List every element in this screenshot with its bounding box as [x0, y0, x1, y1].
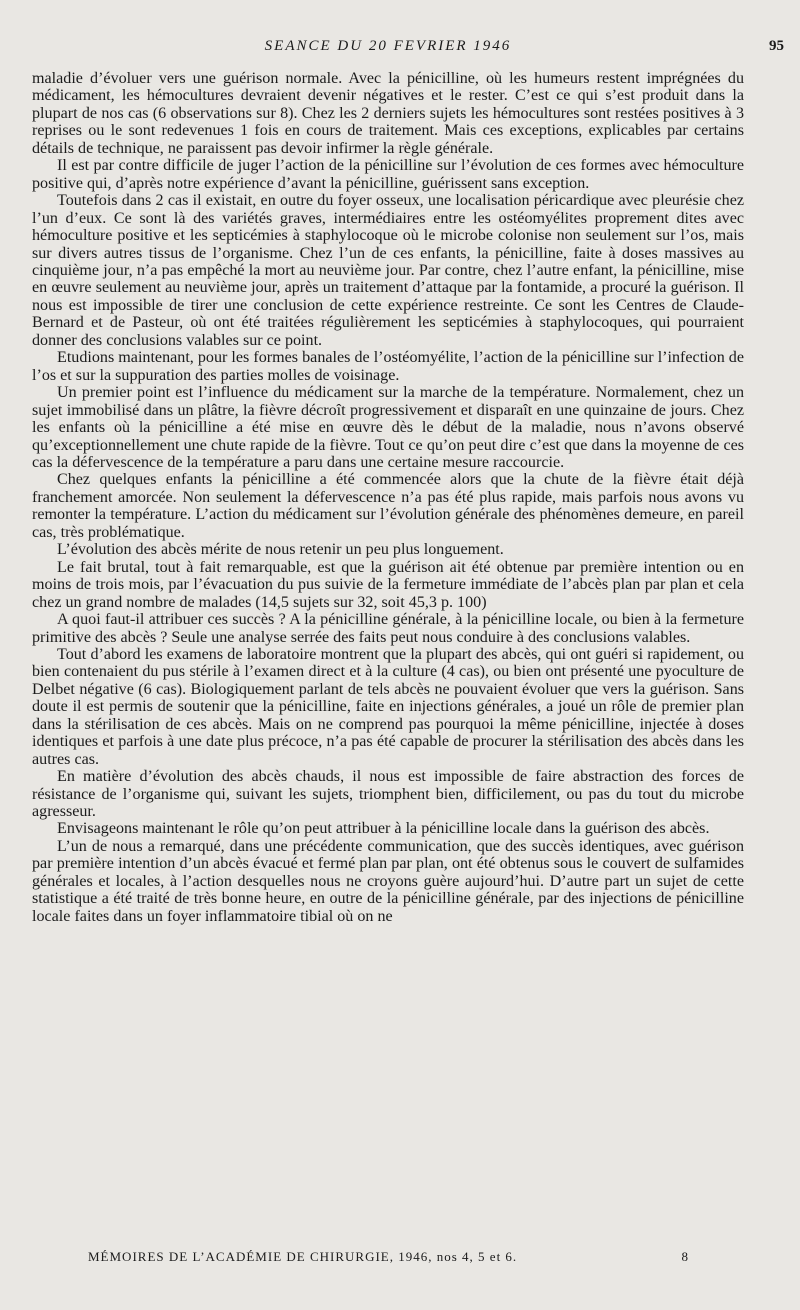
paragraph: Etudions maintenant, pour les formes banales de l’ostéomyélite, l’action de la pénicilline sur l’infection de l’os et sur la suppuration des parties molles de voisinage. [32, 349, 744, 384]
running-title: SEANCE DU 20 FEVRIER 1946 [264, 38, 512, 54]
paragraph: En matière d’évolution des abcès chauds, il nous est impossible de faire abstraction des forces de résistance de l’organisme qui, suivant les sujets, triomphent bien, difficilement, ou pas du tout du microbe agresseur. [32, 768, 744, 821]
paragraph: L’un de nous a remarqué, dans une précédente communication, que des succès identiques, avec guérison par première intention d’un abcès évacué et fermé plan par plan, ont été obtenus sous le couvert de sulfamides générales et locales, à l’action desquelles nous ne croyons guère aujourd’hui. D’autre part un sujet de cette statistique a été traité de très bonne heure, en outre de la pénicilline générale, par des injections de pénicilline locale faites dans un foyer inflammatoire tibial où on ne [32, 837, 744, 925]
paragraph: Chez quelques enfants la pénicilline a été commencée alors que la chute de la fièvre était déjà franchement amorcée. Non seulement la défervescence n’a pas été plus rapide, mais parfois nous avons vu remonter la température. L’action du médicament sur l’évolution générale des phénomènes demeure, en pareil cas, très problématique. [32, 471, 744, 541]
paragraph: Il est par contre difficile de juger l’action de la pénicilline sur l’évolution de ces formes avec hémoculture positive qui, d’après notre expérience d’avant la pénicilline, guérissent sans exception. [32, 157, 744, 192]
paragraph: Le fait brutal, tout à fait remarquable, est que la guérison ait été obtenue par première intention ou en moins de trois mois, par l’évacuation du pus suivie de la fermeture immédiate de l’abcès plan par plan et cela chez un grand nombre de malades (14,5 sujets sur 32, soit 45,3 p. 100) [32, 558, 744, 611]
signature-mark: 8 [681, 1249, 688, 1264]
body-text [32, 70, 744, 925]
page-footer [88, 1249, 688, 1269]
running-head [32, 38, 784, 58]
page-number: 95 [769, 38, 784, 54]
paragraph: maladie d’évoluer vers une guérison normale. Avec la pénicilline, où les humeurs restent imprégnées du médicament, les hémocultures devraient devenir négatives et le rester. C’est ce qui s’est produit dans la plupart de nos cas (6 observations sur 8). Chez les 2 derniers sujets les hémocultures sont restées positives à 3 reprises ou le sont redevenues 1 fois en cours de traitement. Mais ces exceptions, explicables par certains détails de technique, ne paraissent pas devoir infirmer la règle générale. [32, 70, 744, 157]
paragraph: Tout d’abord les examens de laboratoire montrent que la plupart des abcès, qui ont guéri si rapidement, ou bien contenaient du pus stérile à l’examen direct et à la culture (4 cas), ou bien ont présenté une pyoculture de Delbet négative (6 cas). Biologiquement parlant de tels abcès ne pouvaient évoluer que vers la guérison. Sans doute il est permis de soutenir que la pénicilline, faite en injections générales, a joué un rôle de premier plan dans la stérilisation de ces abcès. Mais on ne comprend pas pourquoi la même pénicilline, injectée à doses identiques et parfois à une date plus précoce, n’a pas été capable de procurer la stérilisation des abcès dans les autres cas. [32, 645, 744, 768]
footer-journal: MÉMOIRES DE L’ACADÉMIE DE CHIRURGIE, 1946, nos 4, 5 et 6. [88, 1249, 518, 1264]
paragraph: L’évolution des abcès mérite de nous retenir un peu plus longuement. [57, 541, 504, 559]
paragraph: Envisageons maintenant le rôle qu’on peut attribuer à la pénicilline locale dans la guérison des abcès. [57, 820, 710, 838]
paragraph: A quoi faut-il attribuer ces succès ? A la pénicilline générale, à la pénicilline locale, ou bien à la fermeture primitive des abcès ? Seule une analyse serrée des faits peut nous conduire à des conclusions valables. [32, 611, 744, 646]
paragraph: Un premier point est l’influence du médicament sur la marche de la température. Normalement, chez un sujet immobilisé dans un plâtre, la fièvre décroît progressivement et disparaît en une quinzaine de jours. Chez les enfants où la pénicilline a été mise en œuvre dès le début de la maladie, nous n’avons observé qu’exceptionnellement une chute rapide de la fièvre. Tout ce qu’on peut dire c’est que dans la moyenne de ces cas la défervescence de la température a paru dans une certaine mesure raccourcie. [32, 384, 744, 471]
paragraph: Toutefois dans 2 cas il existait, en outre du foyer osseux, une localisation péricardique avec pleurésie chez l’un d’eux. Ce sont là des variétés graves, intermédiaires entre les ostéomyélites proprement dites avec hémoculture positive et les septicémies à staphylocoque où le microbe colonise non seulement sur l’os, mais sur divers autres tissus de l’organisme. Chez l’un de ces enfants, la pénicilline, faite à doses massives au cinquième jour, n’a pas empêché la mort au neuvième jour. Par contre, chez l’autre enfant, la pénicilline, mise en œuvre seulement au neuvième jour, après un traitement d’attaque par la fontamide, a procuré la guérison. Il nous est impossible de tirer une conclusion de cette expérience restreinte. Ce sont les Centres de Claude-Bernard et de Pasteur, où ont été traitées régulièrement les septicémies à staphylocoques, qui pourraient donner des conclusions valables sur ce point. [32, 192, 744, 349]
